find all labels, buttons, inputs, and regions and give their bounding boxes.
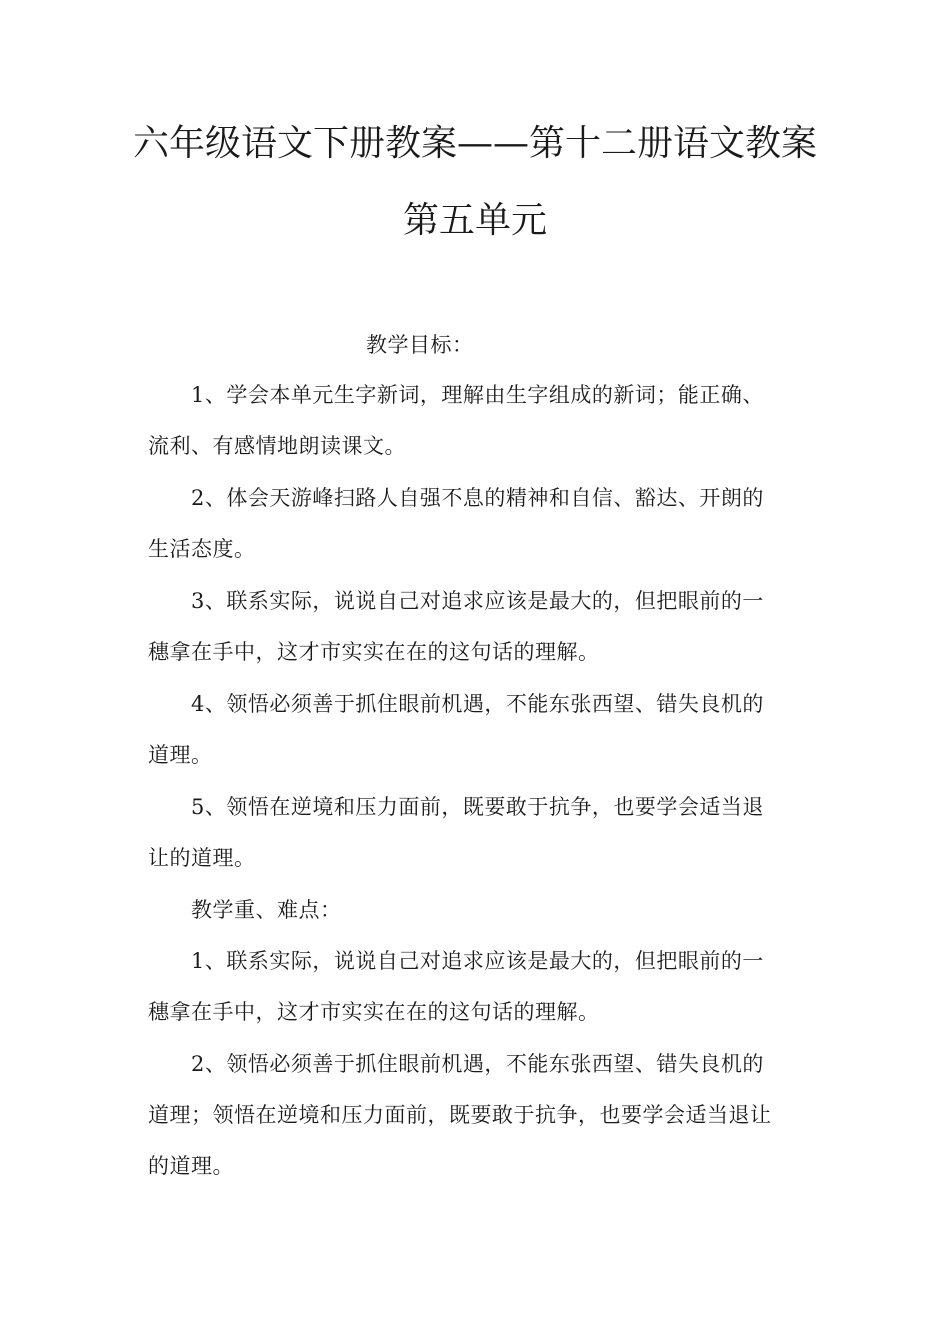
objective-5-line-2: 让的道理。	[148, 846, 256, 870]
objective-1-line-2: 流利、有感情地朗读课文。	[148, 434, 406, 458]
objective-2-line-2: 生活态度。	[148, 537, 256, 561]
key-point-1-line-1: 1、联系实际，说说自己对追求应该是最大的，但把眼前的一	[191, 949, 764, 973]
key-point-2-line-2: 道理；领悟在逆境和压力面前，既要敢于抗争，也要学会适当退让	[148, 1103, 772, 1127]
objective-3-line-1: 3、联系实际，说说自己对追求应该是最大的，但把眼前的一	[191, 589, 764, 613]
document-title: 六年级语文下册教案——第十二册语文教案	[132, 123, 817, 164]
key-points-heading: 教学重、难点：	[191, 898, 342, 922]
objective-3-line-2: 穗拿在手中，这才市实实在在的这句话的理解。	[148, 640, 600, 664]
objective-5-line-1: 5、领悟在逆境和压力面前，既要敢于抗争，也要学会适当退	[191, 795, 764, 819]
objectives-heading: 教学目标：	[366, 333, 474, 357]
objective-1-line-1: 1、学会本单元生字新词，理解由生字组成的新词；能正确、	[191, 383, 764, 407]
key-point-2-line-1: 2、领悟必须善于抓住眼前机遇，不能东张西望、错失良机的	[191, 1052, 764, 1076]
objective-4-line-1: 4、领悟必须善于抓住眼前机遇，不能东张西望、错失良机的	[191, 692, 764, 716]
objective-2-line-1: 2、体会天游峰扫路人自强不息的精神和自信、豁达、开朗的	[191, 486, 764, 510]
key-point-1-line-2: 穗拿在手中，这才市实实在在的这句话的理解。	[148, 1000, 600, 1024]
key-point-2-line-3: 的道理。	[148, 1154, 234, 1178]
document-subtitle: 第五单元	[402, 200, 547, 241]
objective-4-line-2: 道理。	[148, 743, 213, 767]
